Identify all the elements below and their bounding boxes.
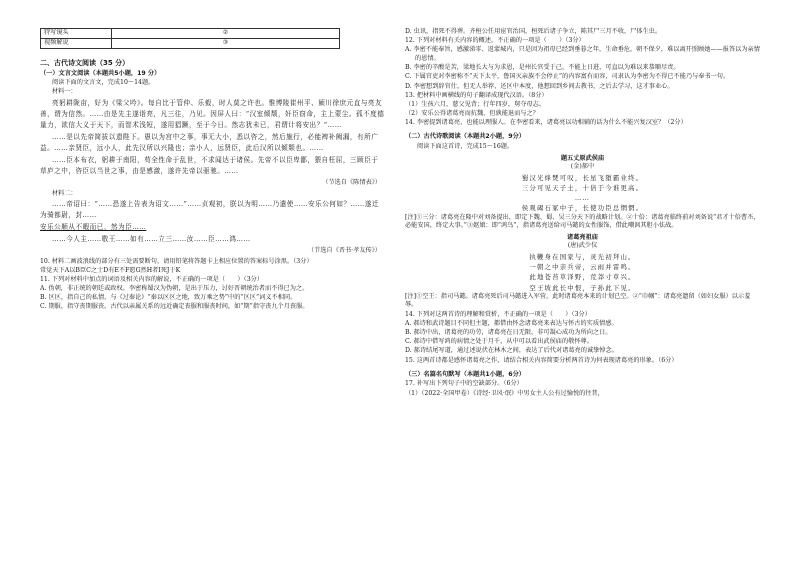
source-citation: （节选自《陈情表》） (322, 179, 381, 187)
poem-line: 执鞭身在国家与，灵光初拜山。 (529, 253, 636, 262)
table-cell-value: ③ (112, 39, 340, 49)
material-label: 材料一： (52, 88, 77, 96)
question-10-options: 常觉天下A以B臣C之士D有E不F愿G然H者I死J于K (40, 266, 181, 274)
instructions: 阅读下面的文言文，完成10～14题。 (52, 79, 155, 87)
question-13-part-1: （1）生孩六月，慈父见背；行年四岁，舅夺母志。 (405, 100, 546, 108)
question-10: 10. 材料二画波浪线的部分有三处需要断句，请用铅笔将答题卡上相应位置的答案标号涂黑。（3分） (40, 257, 313, 265)
option-a: A. 李密不能奉旨，感激涕零、返蒙城内，只是因为祖母已经到垂暮之年，生命垂危，朝不保夕，难以离开照顾她——报答以为亲情的恩情。 (405, 46, 760, 62)
option-d: D. 虫讯，指死不得葬。齐桓公任用宦官治国，桓死后诸子争立，陈其尸三月不收，尸体生虫。 (405, 28, 662, 35)
subsection-heading: （一）文言文阅读（本题共5小题，19 分） (40, 69, 161, 77)
option-b: B. 李密的辛酸是苦，梁地长大与为求恩，是州长官受于己，不能上日进，可直以为难以来恭顺尽责。 (405, 64, 680, 72)
question-14: 14. 李密提到诸葛亮，也能以理服人。在李密看来，诸葛亮以功相辅的话为什么不能兴复汉室？（2分） (405, 119, 687, 127)
option-c: C. 下属官吏对李密称不“天下太平，鲁国灭亲族不会停止”的内容富有而容，司隶认为李密为不得已不能乃与奉书一句。 (405, 73, 730, 81)
poem-author: (金)郝中 (570, 163, 595, 171)
poem-title: 诸葛亮祖庙 (567, 233, 598, 241)
passage-paragraph: 亮躬耕陇亩，好为《梁父吟》。每自比于管仲、乐毅，时人莫之许也。惟博陵崔州平、颍川徐庶元直与亮友善，谓为信然。……由是先主遂诣亮，凡三往，乃见。因屏人曰：“汉室倾颓，奸臣窃命，主上蒙尘。孤不度德量力，欲信大义于天下，而智术浅短，遂用猖蹶，至于今日。然志犹未已，君谓计将安出？”…… (40, 98, 385, 129)
question-12: 12. 下列对材料有关内容的概述，不正确的一项是（ ）（3分） (405, 37, 585, 45)
passage-paragraph: ……帝诏曰：“……恐遂上告表为诏文……”……贞观初，朕以为明……乃遣使……安乐公何如？……遂迁为骑都尉，封…… (40, 199, 379, 220)
subsection-heading: （二）古代诗歌阅读（本题共2小题，9分） (405, 133, 525, 141)
table-cell-label: 特写镜头 (41, 29, 112, 39)
material-label: 材料二： (52, 189, 77, 197)
option-d: D. 李密想到辞官仕，但无人举荐，还区中本度，他想回到乡间去教书，之后去学习，这才事业心。 (405, 82, 674, 90)
poem-author: (唐)武少仪 (567, 242, 598, 250)
poem-line: 三分可见天子土，十倍于今谁更高。 (521, 184, 644, 193)
option-b: B. 区区，指自己的私情，与《过秦论》“秦以区区之地，致万乘之势”中的“区区”词义不相同。 (40, 294, 297, 302)
passage-paragraph: ……今人主……敬王……如有……立三……汝……臣……鸿…… (52, 234, 251, 243)
poem-line: 蜀汉光烽燹可叹，长星飞堕霸业终。 (521, 173, 644, 182)
poem-line: 此地苍苔草泽野，荒莽寸草兴。 (529, 273, 636, 282)
section-heading: 二、古代诗文阅读（35 分） (40, 59, 130, 67)
table-cell-label: 视频解说 (41, 39, 112, 49)
question-15: 14. 下列对这两首诗的理解和赏析，不正确的一项是（ ）（3分） (405, 310, 591, 318)
table-row (41, 39, 340, 49)
option-b: B. 郝诗中出，诸葛亮的功劳，诸葛亮在日无限，非可凝心成功为所向之日。 (405, 329, 612, 336)
poem-note: [注]①空王：指司马懿。诸葛亮死后司马懿进入军营，此时诸葛亮本来的计划已空。②“巾帼”：诸葛亮遗留（如妇女服）以示羞辱。 (405, 292, 751, 309)
poem-line: 侯观碣石冢中子，长使功臣总惘惘。 (521, 204, 644, 213)
right-column (405, 28, 760, 399)
left-column (40, 28, 385, 313)
source-citation: （节选自《晋书·孝友传》） (307, 246, 381, 254)
shot-table (40, 28, 340, 49)
option-c: C. 期服，指守丧期服丧。古代以亲属关系的远近确定丧服和服丧时间，如“期”指守丧九个月丧服。 (40, 303, 309, 311)
question-13-part-2: （2）安乐公得诸葛亮而抗魏，但孰能退而与之？ (405, 110, 539, 118)
question-11: 11. 下列对材料中加点的词语及相关内容的解说，不正确的一项是（ ）（3分） (40, 275, 264, 283)
question-17-part-1: （1）（2022·全国甲卷）《诗经·卫风·氓》中男女主人公有过愉悦的往昔， (405, 389, 604, 397)
poem-title: 题五丈原武侯庙 (560, 154, 605, 162)
option-a: A. 伪朝，非正统的朝廷或政权。李密称蜀汉为伪朝，是出于压力，讨好晋朝统治者而不得已为之。 (40, 285, 309, 293)
instructions: 阅读下面这首诗，完成15～16题。 (417, 143, 514, 151)
table-cell-value: ② (112, 29, 340, 39)
underlined-sentence: 安乐公顺从不暇而已，然为臣…… (40, 222, 147, 231)
table-row (41, 29, 340, 39)
poem-line: …… (574, 194, 591, 203)
passage-paragraph: ……是以先帝简拔以遗陛下。愚以为宫中之事，事无大小，悉以咨之，然后施行，必能裨补阙漏，有所广益。……亲贤臣，远小人，此先汉所以兴隆也；亲小人，远贤臣，此后汉所以倾颓也。…… (40, 132, 379, 152)
question-17: 17. 补写出下列句子中的空缺部分。（6分） (405, 380, 523, 388)
poem-line: 空王坡此长中恨，子孙此下见。 (529, 283, 636, 292)
passage-paragraph: ……臣本布衣，躬耕于南阳，苟全性命于乱世，不求闻达于诸侯。先帝不以臣卑鄙，猥自枉屈，三顾臣于草庐之中，咨臣以当世之事，由是感激，遂许先帝以驱驰。…… (40, 155, 379, 175)
poem-note: [注]①三分：诸葛亮在隆中对刘备提出，即定下魏、蜀、吴三分天下的战略计划。②十倍：诸葛亮临终前对刘备说“君才十倍曹丕，必能安国，终定大事。”③妪娘：即“鸿鸟”，指诸葛亮送给司马懿的女性服饰，借此嘲讽其胆小怯战。 (405, 213, 760, 230)
question-13: 13. 把材料中画横线的句子翻译成现代汉语。（8分） (405, 91, 548, 99)
option-a: A. 郝诗和武诗题目不同但主题，都借由怀念诸葛亮来表达与怀古的实质情感。 (405, 319, 618, 327)
option-d: D. 郝诗结尾写道，通过述说伏在林木之间，表达了后代对诸葛亮的诚挚悼念。 (405, 347, 618, 355)
question-16: 15. 这两首诗都是感怀诸葛亮之作，请结合相关内容简要分析两首诗为何表现诸葛亮的形象。（6分） (405, 356, 678, 364)
subsection-heading: （三）名篇名句默写（本题共1小题，6分） (405, 370, 525, 378)
poem-line: 一朝之中亲兵帝，云雨并雷鸣。 (529, 263, 636, 272)
option-c: C. 郝诗中借写鸿的病情之处于月千，从中可以看出武侯庙的敬怀尊。 (405, 338, 593, 346)
